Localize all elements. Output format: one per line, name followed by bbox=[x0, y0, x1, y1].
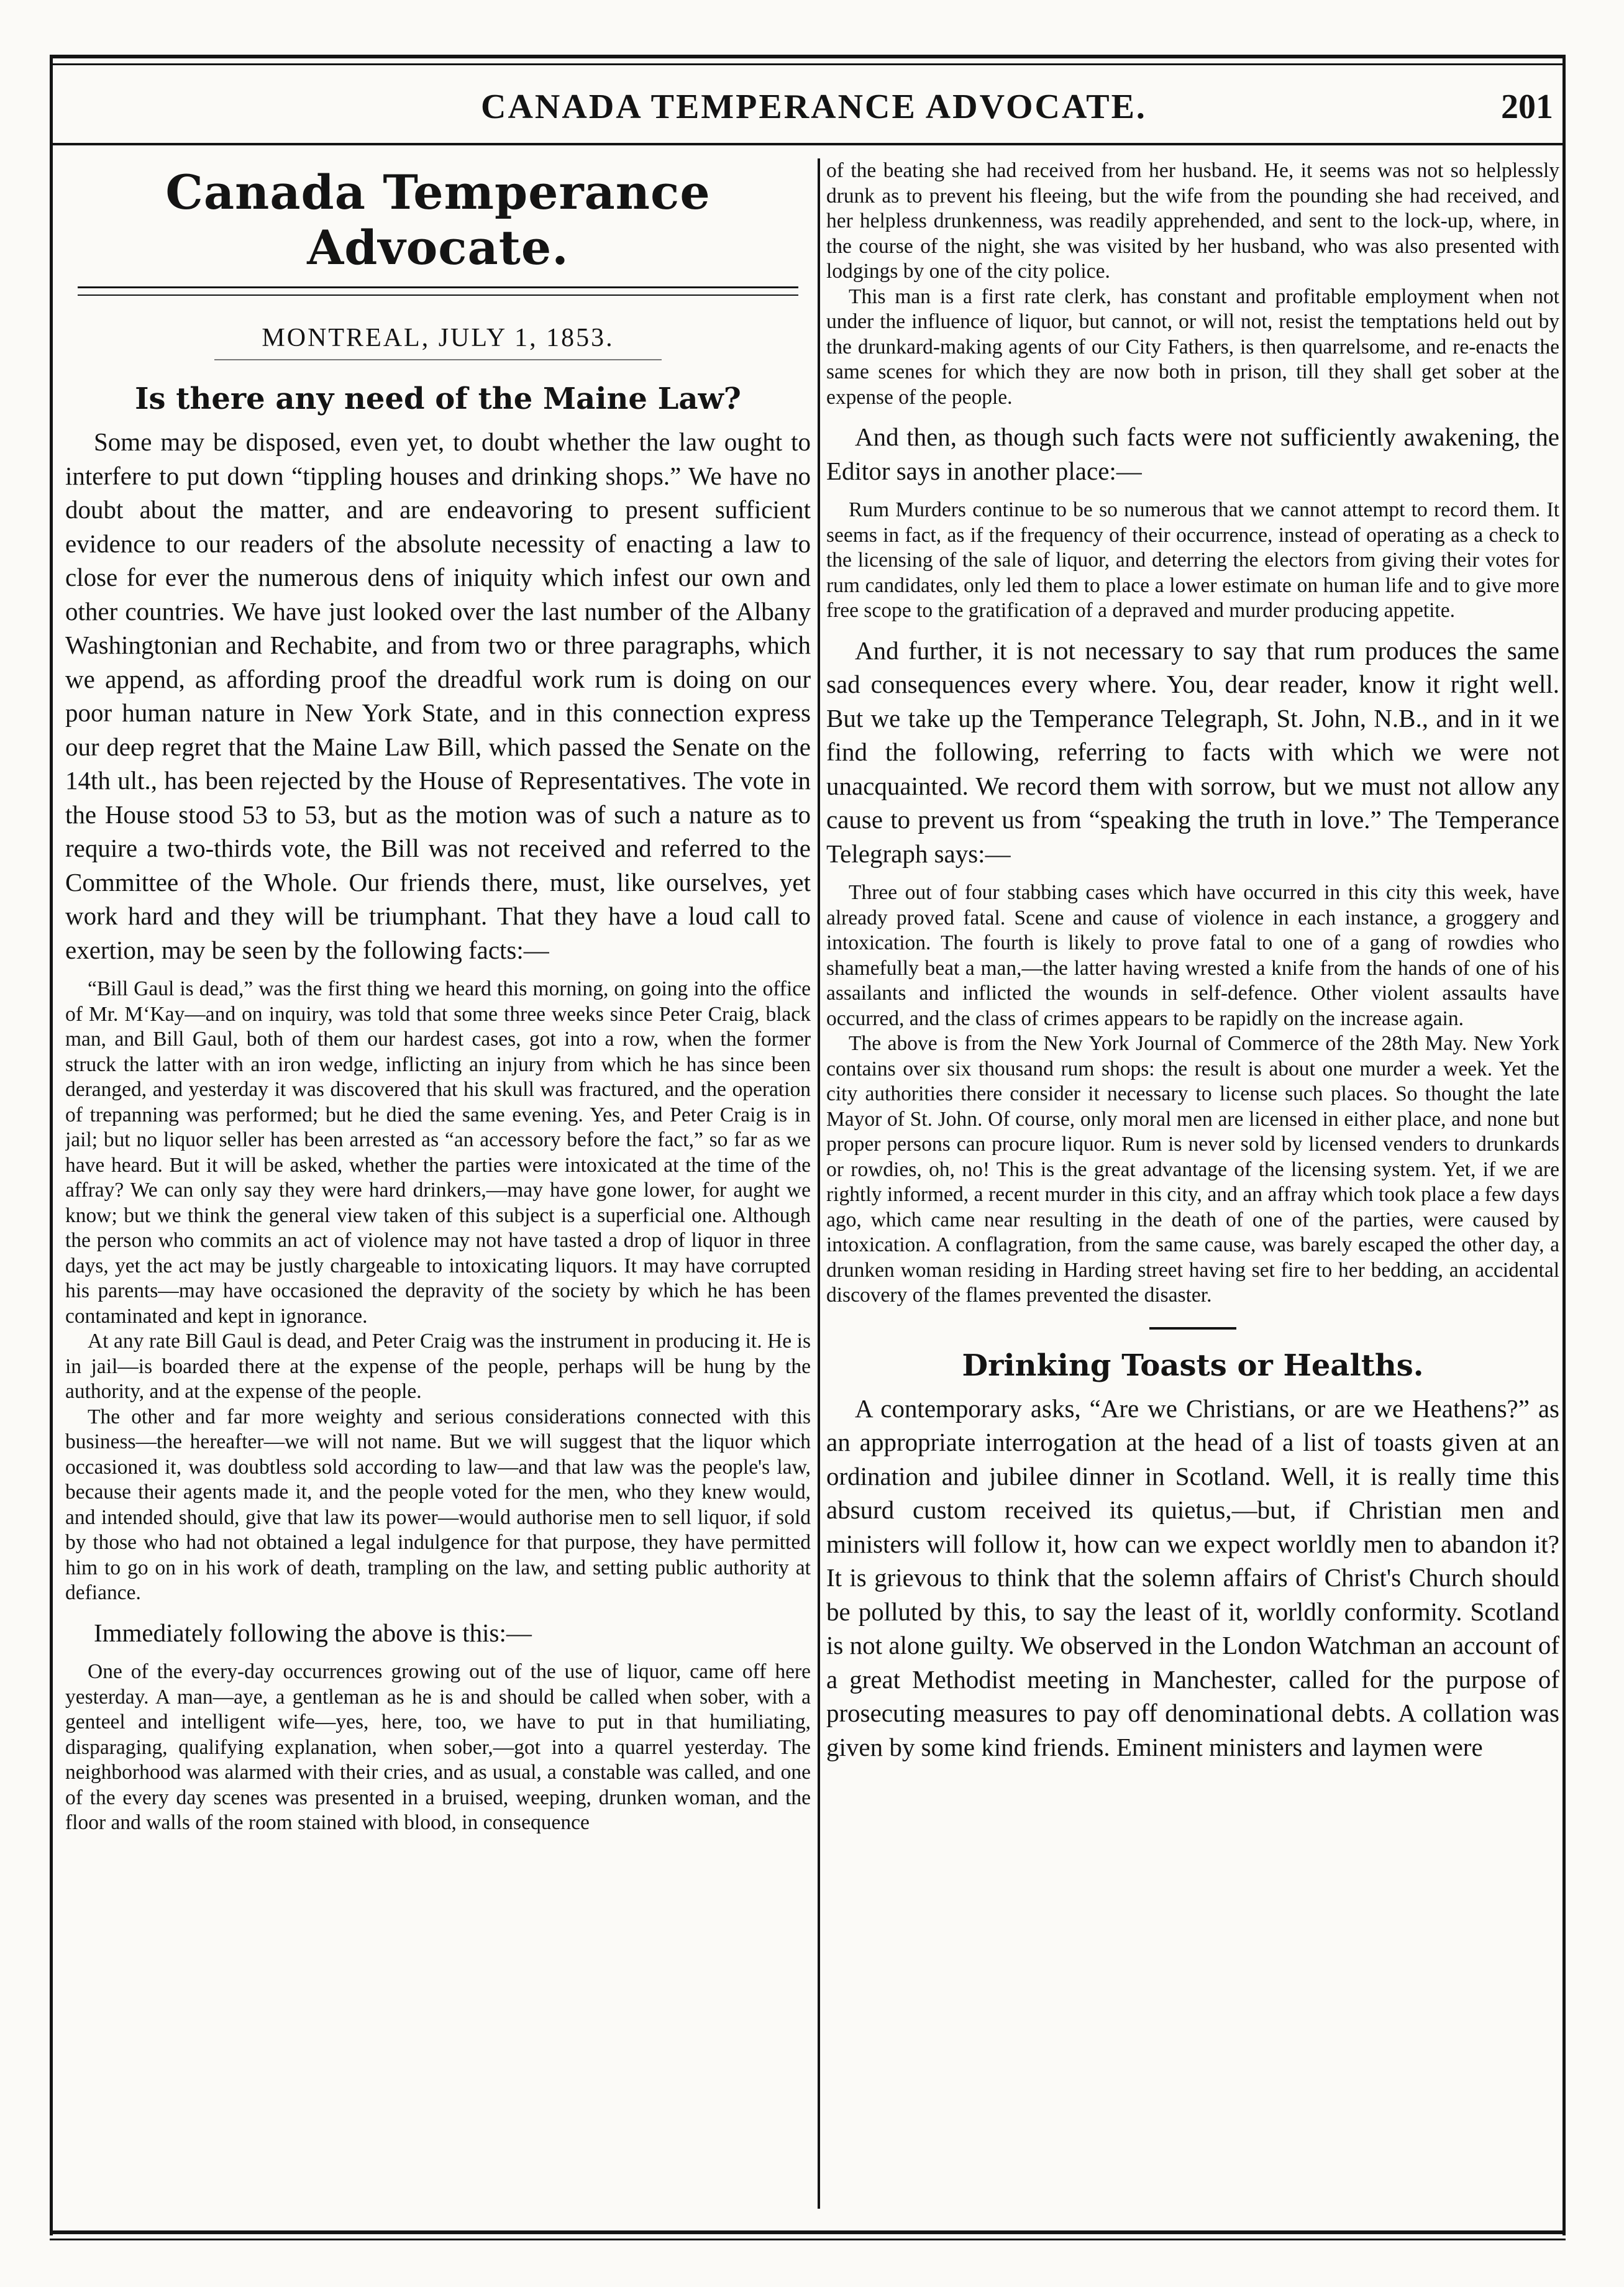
top-border-rule bbox=[50, 55, 1566, 58]
article-heading: Drinking Toasts or Healths. bbox=[962, 1348, 1424, 1383]
quoted-paragraph: This man is a first rate clerk, has constant and profitable employment when not under the influence of liquor, but cannot, or will not, resist the temptations held out by the drunkard-making agents of our City Fathers, is then quarrelsome, and re-enacts the same scenes for which they are now both in prison, till they shall get sober at the expense of the people. bbox=[826, 285, 1559, 409]
quoted-paragraph: “Bill Gaul is dead,” was the first thing we heard this morning, on going into the office of Mr. M‘Kay—and on inquiry, was told that some three weeks since Peter Craig, black man, and Bill Gaul, both of them our hardest cases, got into a row, when the former struck the latter with an iron wedge, inflicting an injury from which he has since been deranged, and yesterday it was discovered that his skull was fractured, and the operation of trepanning was performed; but he died the same evening. Yes, and Peter Craig is in jail; but no liquor seller has been arrested as “an accessory before the fact,” so far as we have heard. But it will be asked, whether the parties were intoxicated at the time of the affray? We can only say they were hard drinkers,—may have gone lower, for aught we know; but we think the general view taken of this subject is a superficial one. Although the person who commits an act of violence may not have tasted a drop of liquor in three days, yet the act may be justly chargeable to intoxicating liquors. It may have corrupted his parents—may have occasioned the depravity of the society by which he has been contaminated and kept in ignorance. bbox=[65, 977, 811, 1328]
bottom-inner-rule bbox=[50, 2239, 1566, 2240]
article-paragraph: A contemporary asks, “Are we Christians, or are we Heathens?” as an appropriate interrogation at the head of a list of toasts given at an ordination and jubilee dinner in Scotland. Well, it is really time this absurd custom received its quietus,—but, if Christian men and ministers will follow it, how can we expect worldly men to abandon it? It is grievous to think that the solemn affairs of Christ's Church should be polluted by this, to say the least of it, worldly conformity. Scotland is not alone guilty. We observed in the London Watchman an account of a great Methodist meeting in Manchester, called for the purpose of prosecuting measures to pay off denominational debts. A collation was given by some kind friends. Eminent ministers and laymen were bbox=[826, 1394, 1559, 1761]
running-title: CANADA TEMPERANCE ADVOCATE. bbox=[481, 88, 1147, 126]
dateline-rule bbox=[214, 359, 662, 360]
quoted-paragraph: One of the every-day occurrences growing out of the use of liquor, came off here yesterday. A man—aye, a gentleman as he is and should be called when sober, with a genteel and intelligent wife—yes, here, too, we have to put in that humiliating, disparaging, qualifying explanation, when sober,—got into a quarrel yesterday. The neighborhood was alarmed with their cries, and as usual, a constable was called, and one of the every day scenes was presented in a bruised, weeping, drunken woman, and the floor and walls of the room stained with blood, in consequence bbox=[65, 1660, 811, 1834]
article-paragraph: And further, it is not necessary to say that rum produces the same sad consequences every where. You, dear reader, know it right well. But we take up the Temperance Telegraph, St. John, N.B., and in it we find the following, referring to facts with which we were not unacquainted. We record them with sorrow, but we must not allow any cause to prevent us from “speaking the truth in love.” The Temperance Telegraph says:— bbox=[826, 636, 1559, 868]
left-column bbox=[65, 158, 811, 2209]
right-column bbox=[826, 158, 1559, 2209]
quoted-paragraph: The above is from the New York Journal of Commerce of the 28th May. New York contains over six thousand rum shops: the result is about one murder a week. Yet the city authorities there consider it necessary to license such places. So thought the late Mayor of St. John. Of course, only moral men are licensed in either place, and none but proper persons can procure liquor. Rum is never sold by licensed venders to drunkards or rowdies, oh, no! This is the great advantage of the licensing system. Yet, if we are rightly informed, a recent murder in this city, and an affray which took place a few days ago, which came near resulting in the death of one of the parties, were caused by intoxication. A conflagration, from the same cause, was barely escaped the other day, a drunken woman residing in Harding street having set fire to her bedding, an accidental discovery of the flames prevented the disaster. bbox=[826, 1032, 1559, 1307]
dateline: MONTREAL, JULY 1, 1853. bbox=[262, 324, 614, 352]
quoted-paragraph: Three out of four stabbing cases which have occurred in this city this week, have already proved fatal. Scene and cause of violence in each instance, a groggery and intoxication. The fourth is likely to prove fatal to one of a gang of rowdies who shamefully beat a man,—the latter having wrested a knife from the hands of one of his assailants and inflicted the wounds in self-defence. Other violent assaults have occurred, and the class of crimes appears to be rapidly on the increase again. bbox=[826, 881, 1559, 1030]
article-paragraph: Some may be disposed, even yet, to doubt whether the law ought to interfere to put down “tippling houses and drinking shops.” We have no doubt about the matter, and are endeavoring to present sufficient evidence to our readers of the absolute necessity of enacting a law to close for ever the numerous dens of iniquity which infest our own and other countries. We have just looked over the last number of the Albany Washingtonian and Rechabite, and from two or three paragraphs, which we append, as affording proof the dreadful work rum is doing on our poor human nature in New York State, and in this connection express our deep regret that the Maine Law Bill, which passed the Senate on the 14th ult., has been rejected by the House of Representatives. The vote in the House stood 53 to 53, but as the motion was of such a nature as to require a two-thirds vote, the Bill was not received and referred to the Committee of the Whole. Our friends there, must, like ourselves, yet work hard and they will be triumphant. That they have a loud call to exertion, may be seen by the following facts:— bbox=[65, 427, 811, 964]
left-border-rule bbox=[50, 55, 53, 2235]
quoted-paragraph: The other and far more weighty and serious considerations connected with this business—the hereafter—we will not name. But we will suggest that the liquor which occasioned it, was doubtless sold according to law—and that law was the people's law, because their agents made it, and the people voted for the men, who they knew would, and intended should, give that law its power—would authorise men to sell liquor, if sold by those who had not obtained a legal indulgence for that purpose, they have permitted him to go on in his work of death, trampling on the law, and setting public authority at defiance. bbox=[65, 1405, 811, 1604]
running-head bbox=[75, 80, 1553, 135]
article-paragraph: And then, as though such facts were not sufficiently awakening, the Editor says in another place:— bbox=[826, 422, 1559, 485]
article-heading: Is there any need of the Maine Law? bbox=[135, 381, 741, 416]
page-number: 201 bbox=[1501, 88, 1553, 126]
masthead-rule bbox=[78, 286, 798, 296]
quoted-paragraph: of the beating she had received from her husband. He, it seems was not so helplessly drunk as to prevent his fleeing, but the wife from the pounding she had received, and her helpless drunkenness, was readily apprehended, and sent to the lock-up, where, in the course of the night, she was visited by her husband, who was also presented with lodgings by one of the city police. bbox=[826, 159, 1559, 283]
section-divider bbox=[1149, 1327, 1236, 1330]
column-divider bbox=[818, 158, 820, 2209]
quoted-paragraph: At any rate Bill Gaul is dead, and Peter Craig was the instrument in producing it. He is in jail—is boarded there at the expense of the people, perhaps will be hung by the authority, and at the expense of the people. bbox=[65, 1330, 811, 1403]
right-border-rule bbox=[1562, 55, 1566, 2235]
header-underline bbox=[50, 143, 1566, 145]
masthead: Canada Temperance Advocate. bbox=[165, 165, 711, 275]
top-inner-rule bbox=[50, 63, 1566, 65]
quoted-paragraph: Rum Murders continue to be so numerous that we cannot attempt to record them. It seems in fact, as if the frequency of their occurrence, instead of operating as a check to the licensing of the sale of liquor, and deterring the electors from giving their votes for rum candidates, only led them to place a lower estimate on human life and to give more free scope to the gratification of a depraved and murder producing appetite. bbox=[826, 498, 1559, 622]
bottom-border-rule bbox=[50, 2230, 1566, 2234]
article-paragraph: Immediately following the above is this:— bbox=[94, 1618, 532, 1647]
